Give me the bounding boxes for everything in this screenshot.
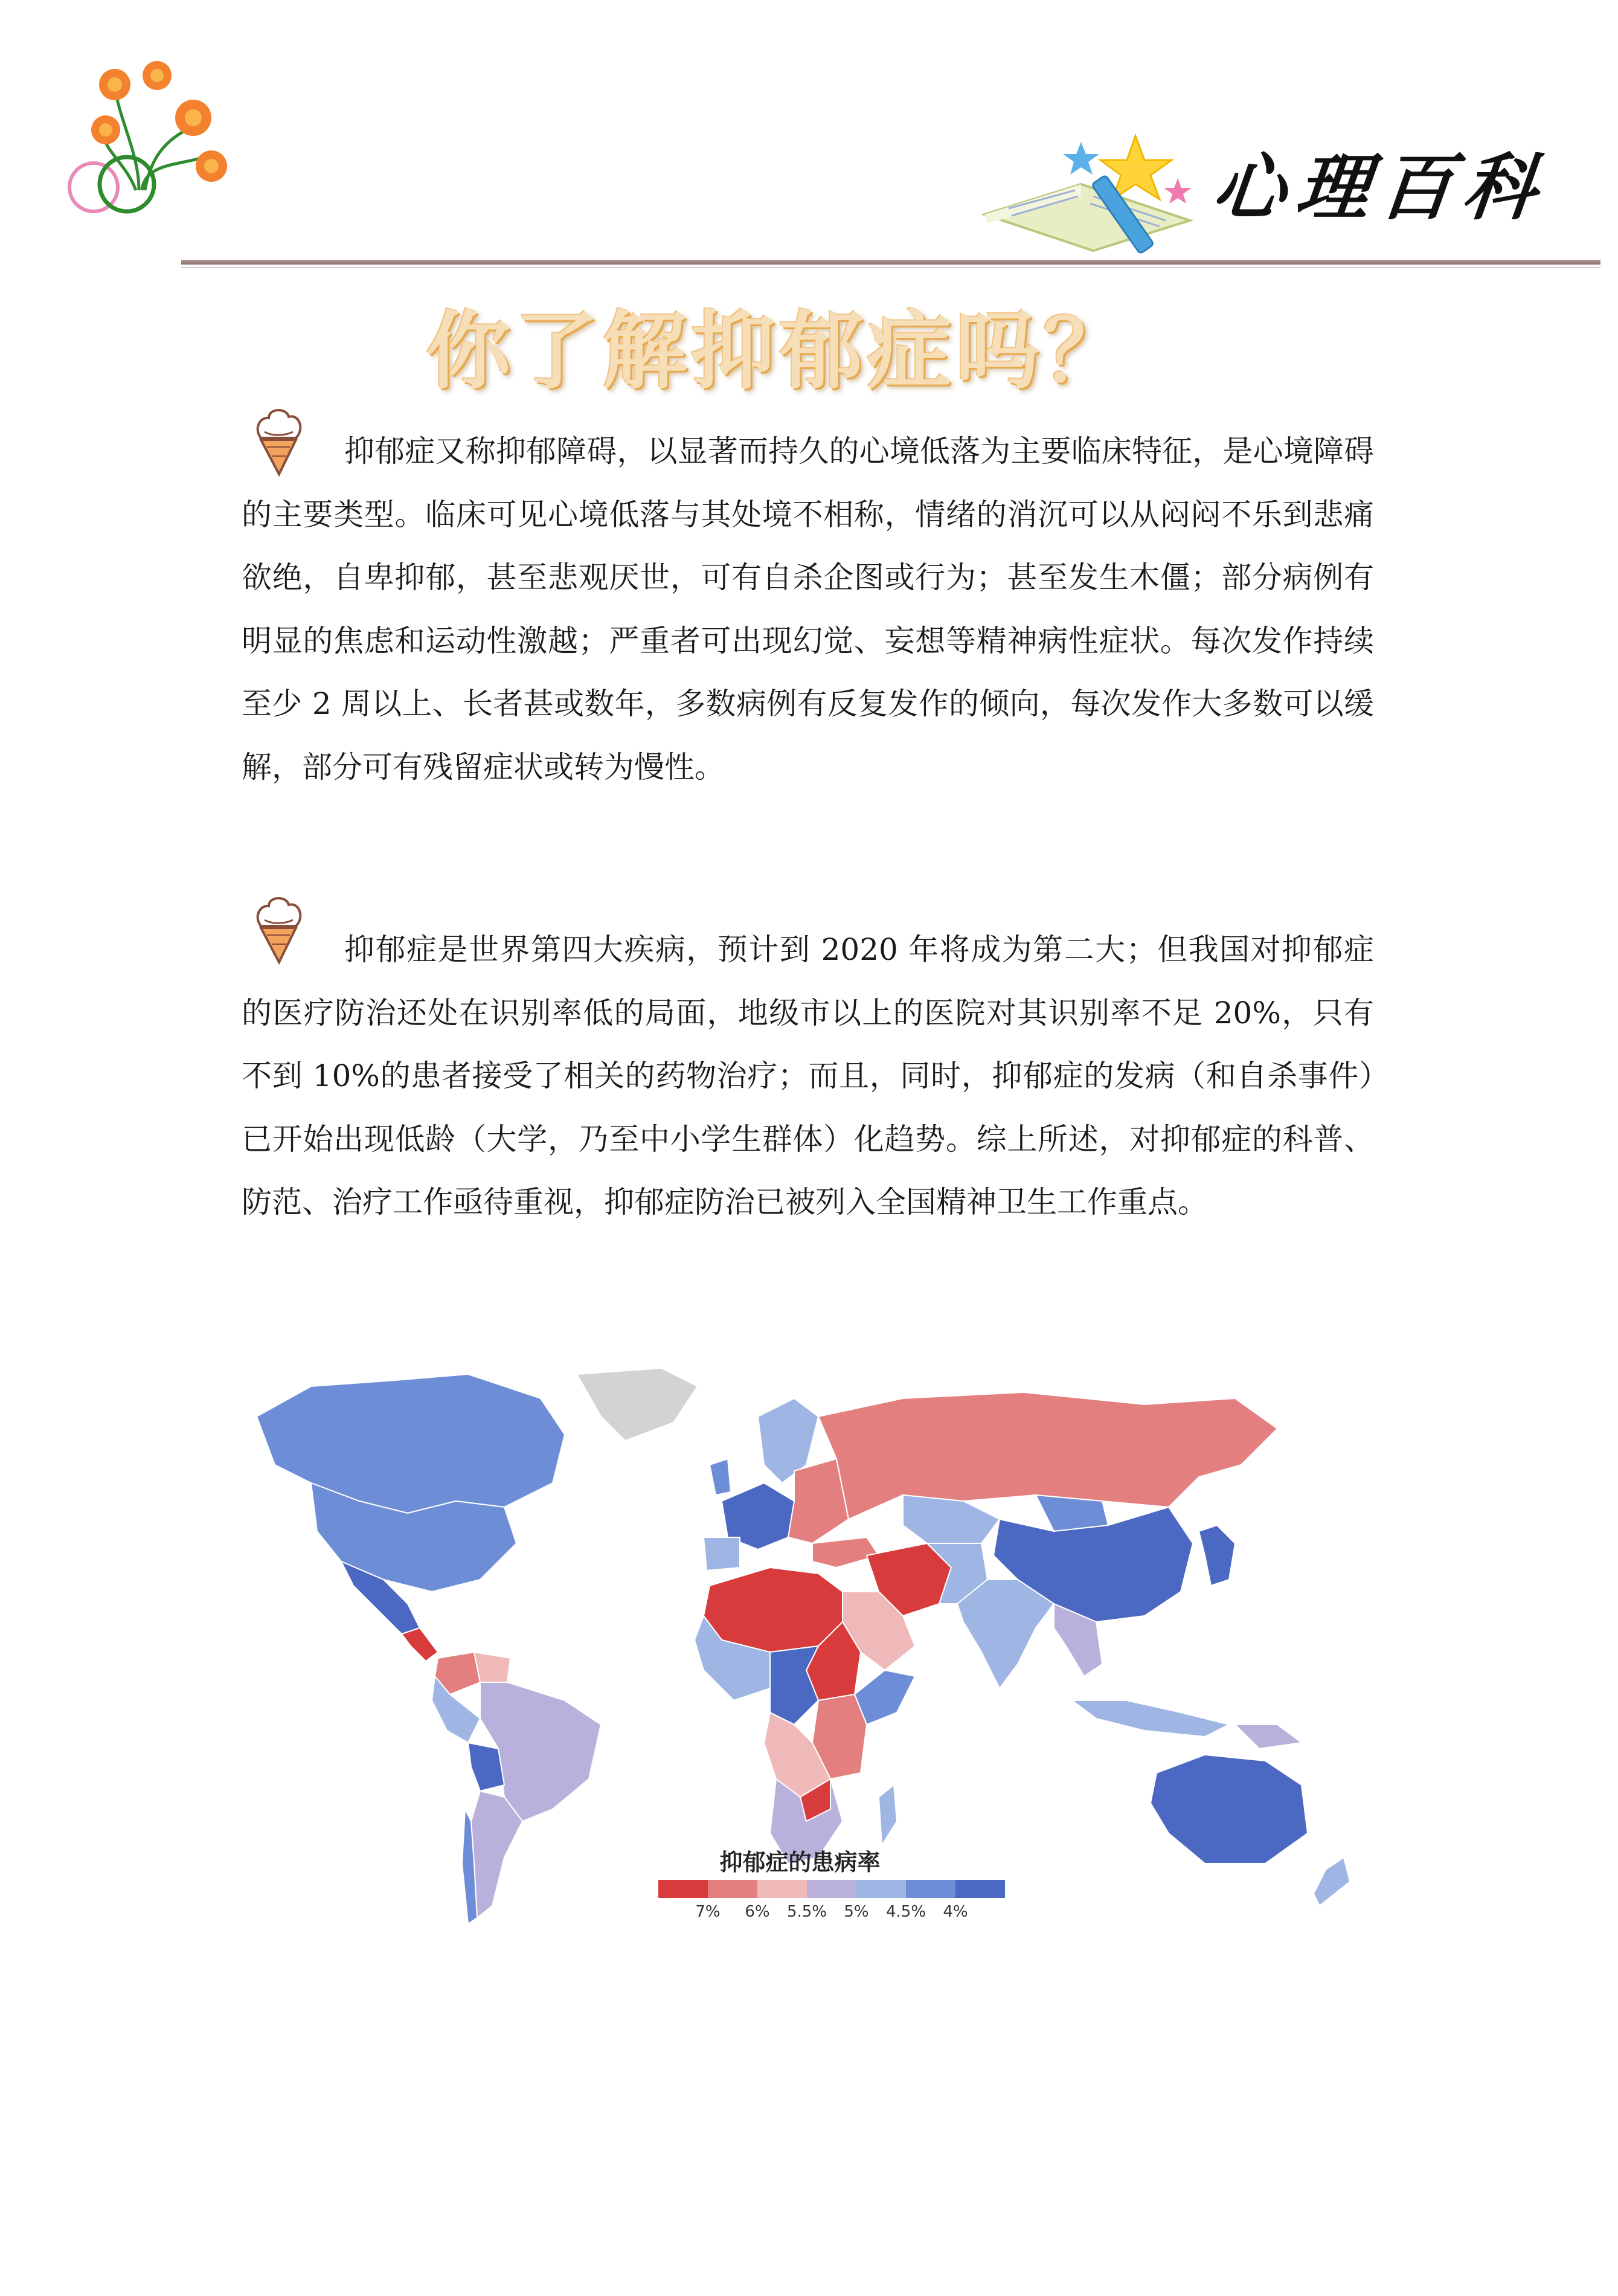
- paragraph-prevalence: 抑郁症是世界第四大疾病，预计到 2020 年将成为第二大；但我国对抑郁症的医疗防治还处在识别率低的局面，地级市以上的医院对其识别率不足 20%，只有不到 10%的患者接受了相关的药物治疗；而且，同时，抑郁症的发病（和自杀事件）已开始出现低龄（大学，乃至中小学生群体）化趋势。综上所述，对抑郁症的科普、防范、治疗工作亟待重视，抑郁症防治已被列入全国精神卫生工作重点。: [242, 932, 1374, 1220]
- legend-swatch: [955, 1880, 1005, 1898]
- legend-label: 4%: [943, 1903, 968, 1921]
- book-pencil-logo: [972, 100, 1202, 263]
- map-papua: [1235, 1725, 1302, 1749]
- map-india: [957, 1580, 1054, 1688]
- legend-swatch: [906, 1880, 955, 1898]
- map-central-america: [402, 1628, 438, 1661]
- map-venezuela: [474, 1652, 510, 1682]
- page-title: 你了解抑郁症吗？: [426, 302, 1132, 401]
- flower-logo: [48, 33, 248, 220]
- map-north-africa: [704, 1568, 843, 1652]
- map-korea-japan: [1199, 1525, 1235, 1586]
- map-indonesia: [1072, 1700, 1229, 1737]
- legend-label: 6%: [745, 1903, 770, 1921]
- legend-color-scale: [658, 1880, 1005, 1898]
- legend-swatch: [708, 1880, 757, 1898]
- legend-label: 7%: [695, 1903, 721, 1921]
- legend-title: 抑郁症的患病率: [719, 1849, 881, 1876]
- legend-label: 5%: [844, 1903, 869, 1921]
- header-divider: [181, 260, 1600, 265]
- map-kazakhstan: [903, 1495, 1000, 1543]
- map-uk: [710, 1459, 731, 1495]
- legend-swatch: [807, 1880, 856, 1898]
- legend-swatch: [658, 1880, 708, 1898]
- legend-swatch: [757, 1880, 807, 1898]
- brand-title: 心理百科: [1209, 146, 1552, 230]
- map-bolivia: [468, 1743, 504, 1791]
- map-canada: [257, 1374, 565, 1513]
- legend-swatch: [856, 1880, 906, 1898]
- header-divider-shadow: [181, 267, 1600, 268]
- map-greenland: [577, 1368, 698, 1441]
- map-iberia: [704, 1537, 740, 1571]
- map-madagascar: [879, 1785, 897, 1845]
- map-central-africa: [770, 1646, 818, 1725]
- paragraph-definition: 抑郁症又称抑郁障碍，以显著而持久的心境低落为主要临床特征，是心境障碍的主要类型。临床可见心境低落与其处境不相称，情绪的消沉可以从闷闷不乐到悲痛欲绝，自卑抑郁，甚至悲观厌世，可有自杀企图或行为；甚至发生木僵；部分病例有明显的焦虑和运动性激越；严重者可出现幻觉、妄想等精神病性症状。每次发作持续至少 2 周以上、长者甚或数年，多数病例有反复发作的倾向，每次发作大多数可以缓解，部分可有残留症状或转为慢性。: [242, 434, 1374, 785]
- legend-label: 5.5%: [786, 1903, 827, 1921]
- legend-label: 4.5%: [885, 1903, 926, 1921]
